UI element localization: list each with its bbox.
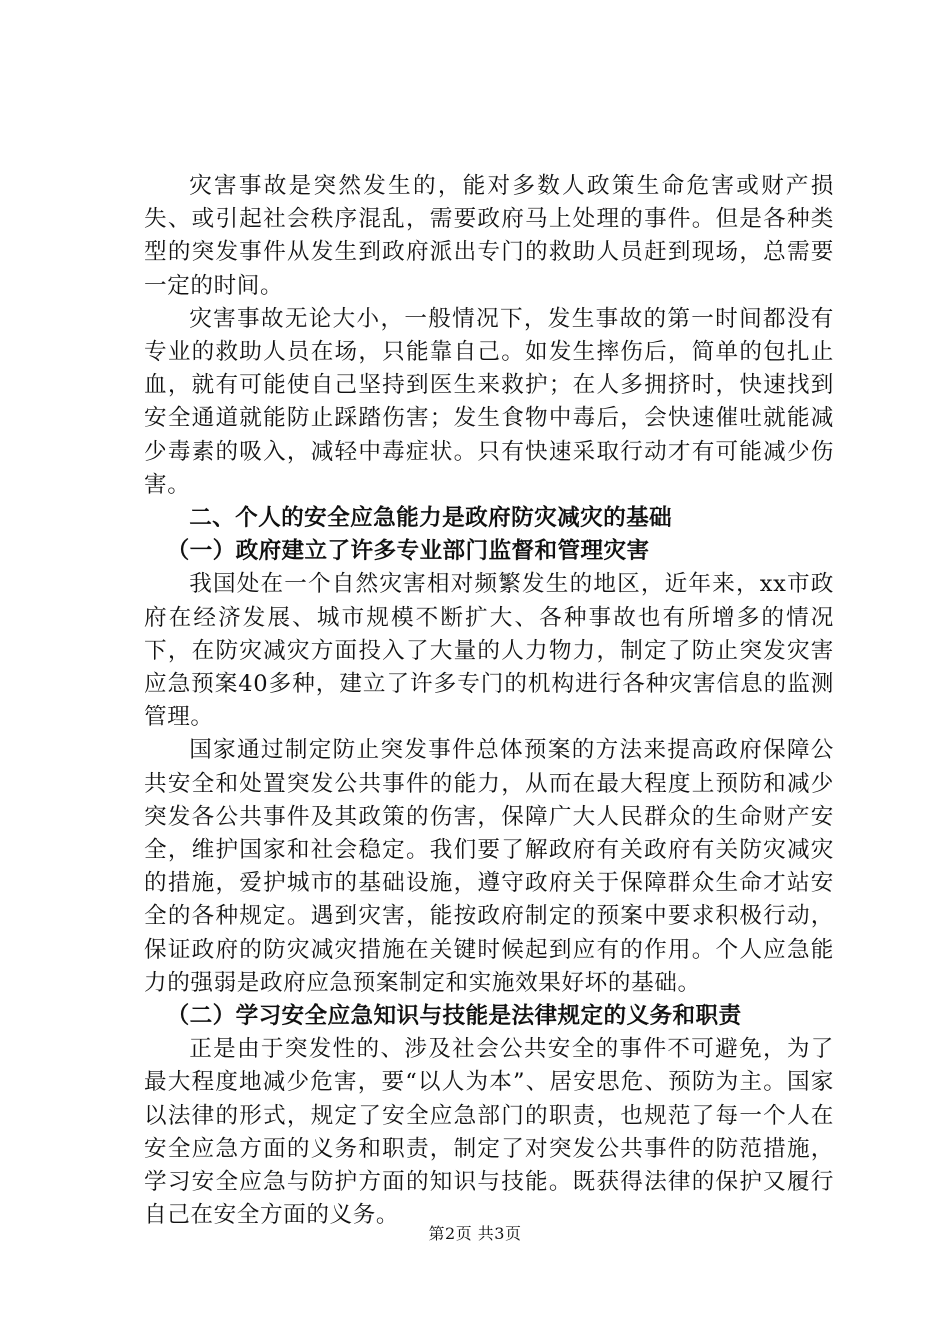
paragraph: 国家通过制定防止突发事件总体预案的方法来提高政府保障公共安全和处置突发公共事件的能力，从而在最大程度上预防和减少突发各公共事件及其政策的伤害，保障广大人民群众的生命财产安全，维护国家和社会稳定。我们要了解政府有关政府有关防灾减灾的措施，爱护城市的基础设施，遵守政府关于保障群众生命才站安全的各种规定。遇到灾害，能按政府制定的预案中要求积极行动，保证政府的防灾减灾措施在关键时候起到应有的作用。个人应急能力的强弱是政府应急预案制定和实施效果好坏的基础。 [144, 737, 834, 996]
page-footer: 第2页 共3页 [428, 1224, 522, 1243]
section-heading: 二、个人的安全应急能力是政府防灾减灾的基础 [189, 505, 673, 532]
document-body [144, 170, 834, 1233]
paragraph: 灾害事故无论大小，一般情况下，发生事故的第一时间都没有专业的救助人员在场，只能靠自己。如发生摔伤后，简单的包扎止血，就有可能使自己坚持到医生来救护；在人多拥挤时，快速找到安全通道就能防止踩踏伤害；发生食物中毒后，会快速催吐就能减少毒素的吸入，减轻中毒症状。只有快速采取行动才有可能减少伤害。 [144, 305, 834, 498]
paragraph: 正是由于突发性的、涉及社会公共安全的事件不可避免，为了最大程度地减少危害，要“以人为本”、居安思危、预防为主。国家以法律的形式，规定了安全应急部门的职责，也规范了每一个人在安全应急方面的义务和职责，制定了对突发公共事件的防范措施，学习安全应急与防护方面的知识与技能。既获得法律的保护又履行自己在安全方面的义务。 [144, 1036, 834, 1229]
paragraph: 我国处在一个自然灾害相对频繁发生的地区，近年来，xx市政府在经济发展、城市规模不断扩大、各种事故也有所增多的情况下，在防灾减灾方面投入了大量的人力物力，制定了防止突发灾害应急预案40多种，建立了许多专门的机构进行各种灾害信息的监测管理。 [144, 571, 834, 731]
paragraph: 灾害事故是突然发生的，能对多数人政策生命危害或财产损失、或引起社会秩序混乱，需要政府马上处理的事件。但是各种类型的突发事件从发生到政府派出专门的救助人员赶到现场，总需要一定的时间。 [144, 173, 834, 299]
subsection-heading: （一）政府建立了许多专业部门监督和管理灾害 [166, 538, 650, 565]
subsection-heading: （二）学习安全应急知识与技能是法律规定的义务和职责 [166, 1003, 742, 1030]
